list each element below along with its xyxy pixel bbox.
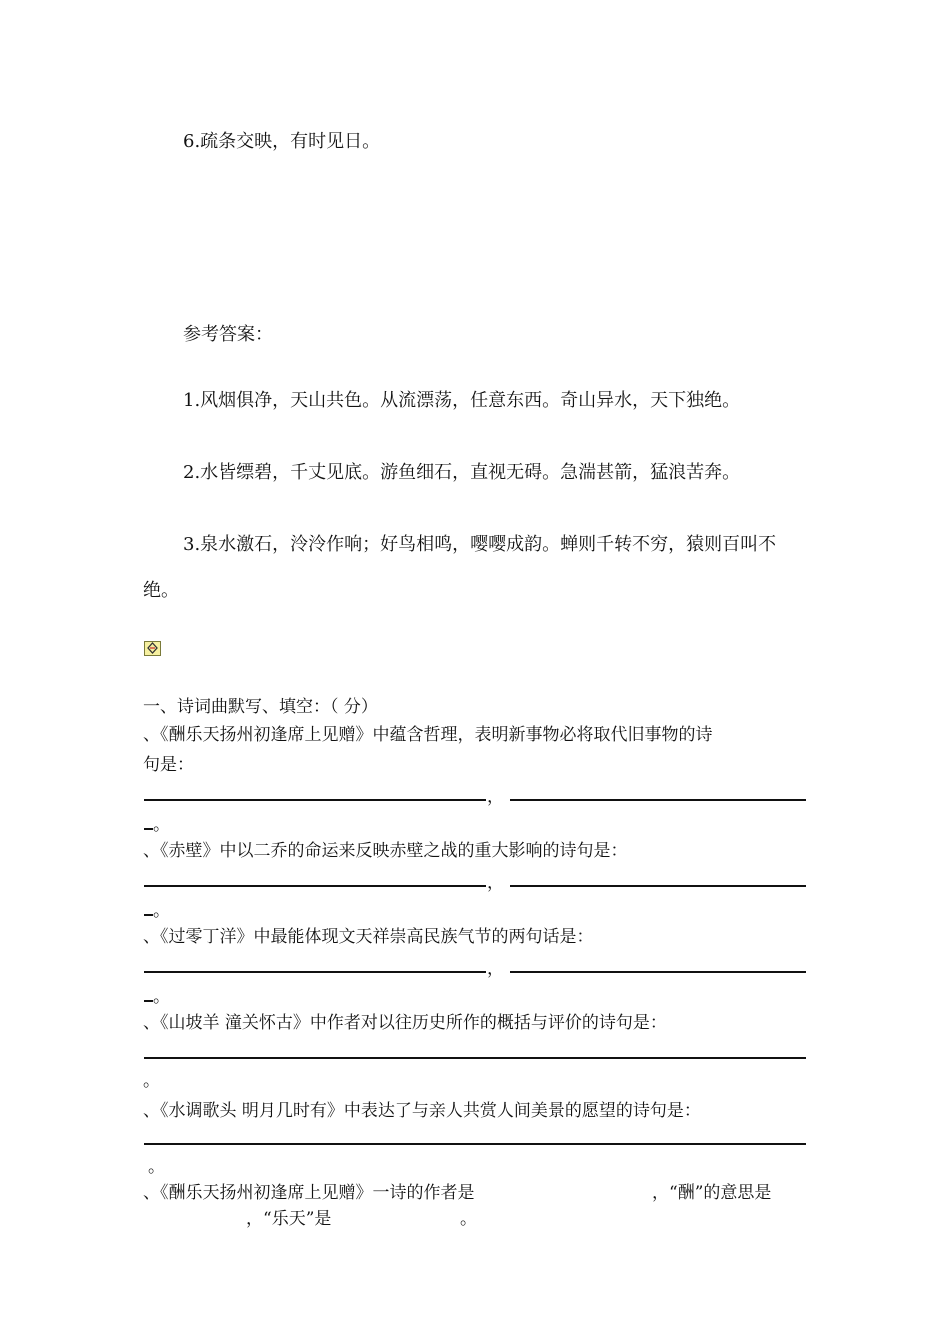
answer-blank-q1-a[interactable]	[144, 799, 486, 801]
answer-1: 1.风烟俱净，天山共色。从流漂荡，任意东西。奇山异水，天下独绝。	[183, 390, 741, 411]
period: 。	[153, 987, 170, 1007]
period: 。	[153, 901, 170, 921]
question-6-part-b: ，“酬”的意思是	[652, 1183, 772, 1203]
sentence-6: 6.疏条交映，有时见日。	[183, 131, 381, 152]
document-link-icon[interactable]	[144, 641, 161, 656]
question-6-part-c: ，“乐天”是	[246, 1209, 332, 1229]
section-title: 一、诗词曲默写、填空：（ 分）	[143, 697, 378, 717]
underscore-mark	[144, 828, 153, 830]
question-3: 、《过零丁洋》中最能体现文天祥崇高民族气节的两句话是：	[143, 927, 594, 947]
answers-heading: 参考答案：	[183, 324, 273, 345]
question-4: 、《山坡羊 潼关怀古》中作者对以往历史所作的概括与评价的诗句是：	[143, 1013, 667, 1033]
question-1-line-2: 句是：	[143, 755, 194, 775]
underscore-mark	[144, 1000, 153, 1002]
underscore-mark	[144, 914, 153, 916]
question-6-part-a: 、《酬乐天扬州初逢席上见赠》一诗的作者是	[143, 1183, 475, 1203]
answer-blank-q1-b[interactable]	[510, 799, 806, 801]
answer-blank-q5[interactable]	[144, 1143, 806, 1145]
period: 。	[143, 1071, 160, 1091]
question-6-end: 。	[460, 1209, 477, 1229]
comma: ，	[487, 959, 504, 979]
answer-blank-q3-b[interactable]	[510, 971, 806, 973]
answer-blank-q4[interactable]	[144, 1057, 806, 1059]
question-2: 、《赤壁》中以二乔的命运来反映赤壁之战的重大影响的诗句是：	[143, 841, 628, 861]
comma: ，	[487, 873, 504, 893]
answer-2: 2.水皆缥碧，千丈见底。游鱼细石，直视无碍。急湍甚箭，猛浪苦奔。	[183, 462, 741, 483]
question-1-line-1: 、《酬乐天扬州初逢席上见赠》中蕴含哲理，表明新事物必将取代旧事物的诗	[143, 725, 713, 745]
answer-blank-q2-a[interactable]	[144, 885, 486, 887]
answer-blank-q2-b[interactable]	[510, 885, 806, 887]
comma: ，	[487, 787, 504, 807]
period: 。	[153, 815, 170, 835]
answer-3-line-1: 3.泉水激石，泠泠作响；好鸟相鸣，嘤嘤成韵。蝉则千转不穷，猿则百叫不	[183, 534, 777, 555]
question-5: 、《水调歌头 明月几时有》中表达了与亲人共赏人间美景的愿望的诗句是：	[143, 1101, 701, 1121]
period: 。	[148, 1157, 165, 1177]
answer-3-line-2: 绝。	[143, 580, 179, 601]
answer-blank-q3-a[interactable]	[144, 971, 486, 973]
